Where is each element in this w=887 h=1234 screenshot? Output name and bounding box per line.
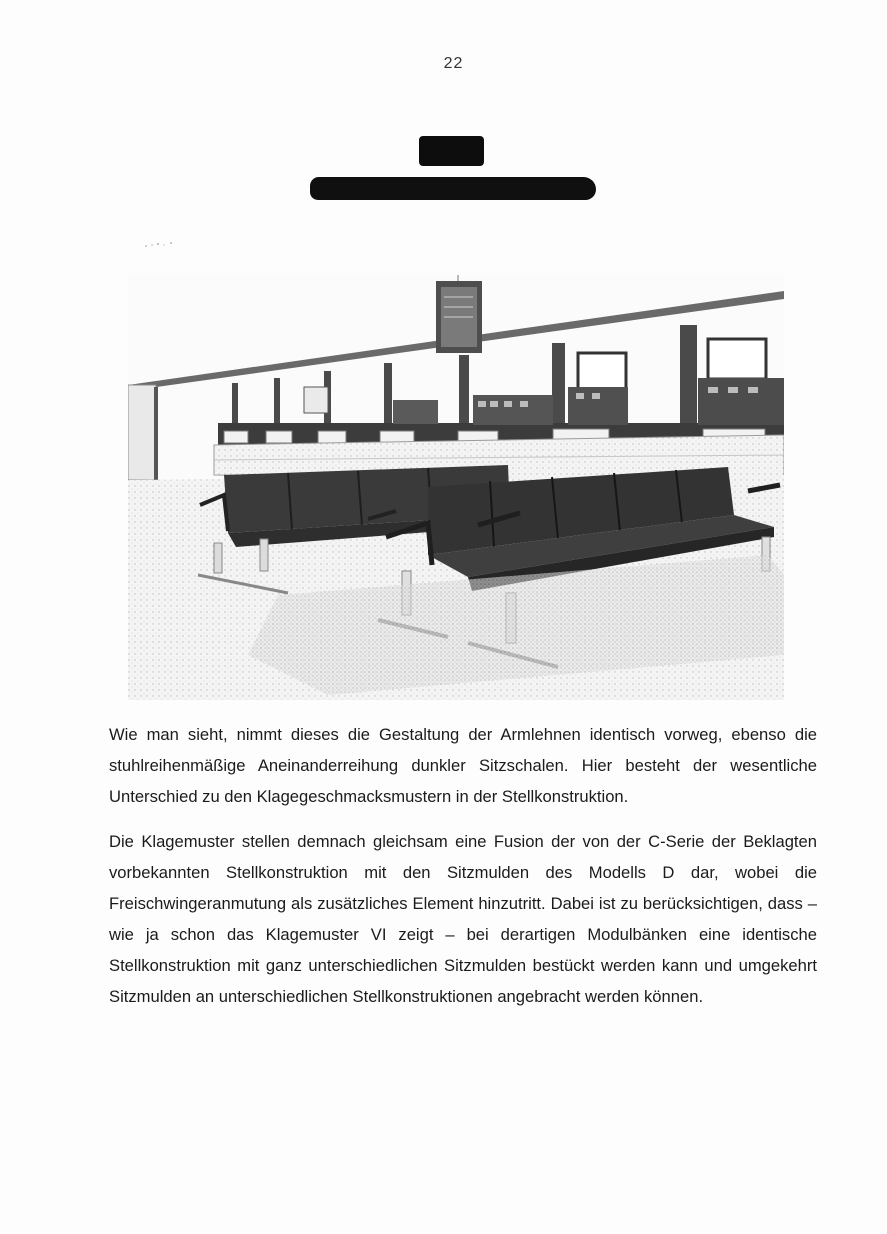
redaction-bar-heading xyxy=(419,136,484,166)
redaction-bar-subheading xyxy=(310,177,596,200)
paragraph-conclusion: Die Klagemuster stellen demnach gleichsam eine Fusion der von der C-Serie der Beklagten vorbekannten Stellkonstruktion mit den Sitzmulden des Modells D dar, wobei die Freischwingeranmutung als zusätzliches Element hinzutritt. Dabei ist zu berücksichtigen, dass – wie ja schon das Klagemuster VI zeigt – bei derartigen Modulbänken eine identische Stellkonstruktion mit ganz unterschiedlichen Sitzmulden bestückt werden kann und umgekehrt Sitzmulden an unterschiedlichen Stellkonstruktionen angebracht werden können. xyxy=(109,832,817,1006)
scan-noise xyxy=(142,240,176,250)
photo-waiting-hall-seating xyxy=(128,275,784,700)
paragraph-comparison: Wie man sieht, nimmt dieses die Gestaltung der Armlehnen identisch vorweg, ebenso die stuhlreihenmäßige Aneinanderreihung dunkler Sitzschalen. Hier besteht der wesentliche Unterschied zu den Klagegeschmacksmustern in der Stellkonstruktion. xyxy=(109,725,817,806)
page-number: 22 xyxy=(443,55,464,72)
hanging-sign xyxy=(436,275,482,353)
